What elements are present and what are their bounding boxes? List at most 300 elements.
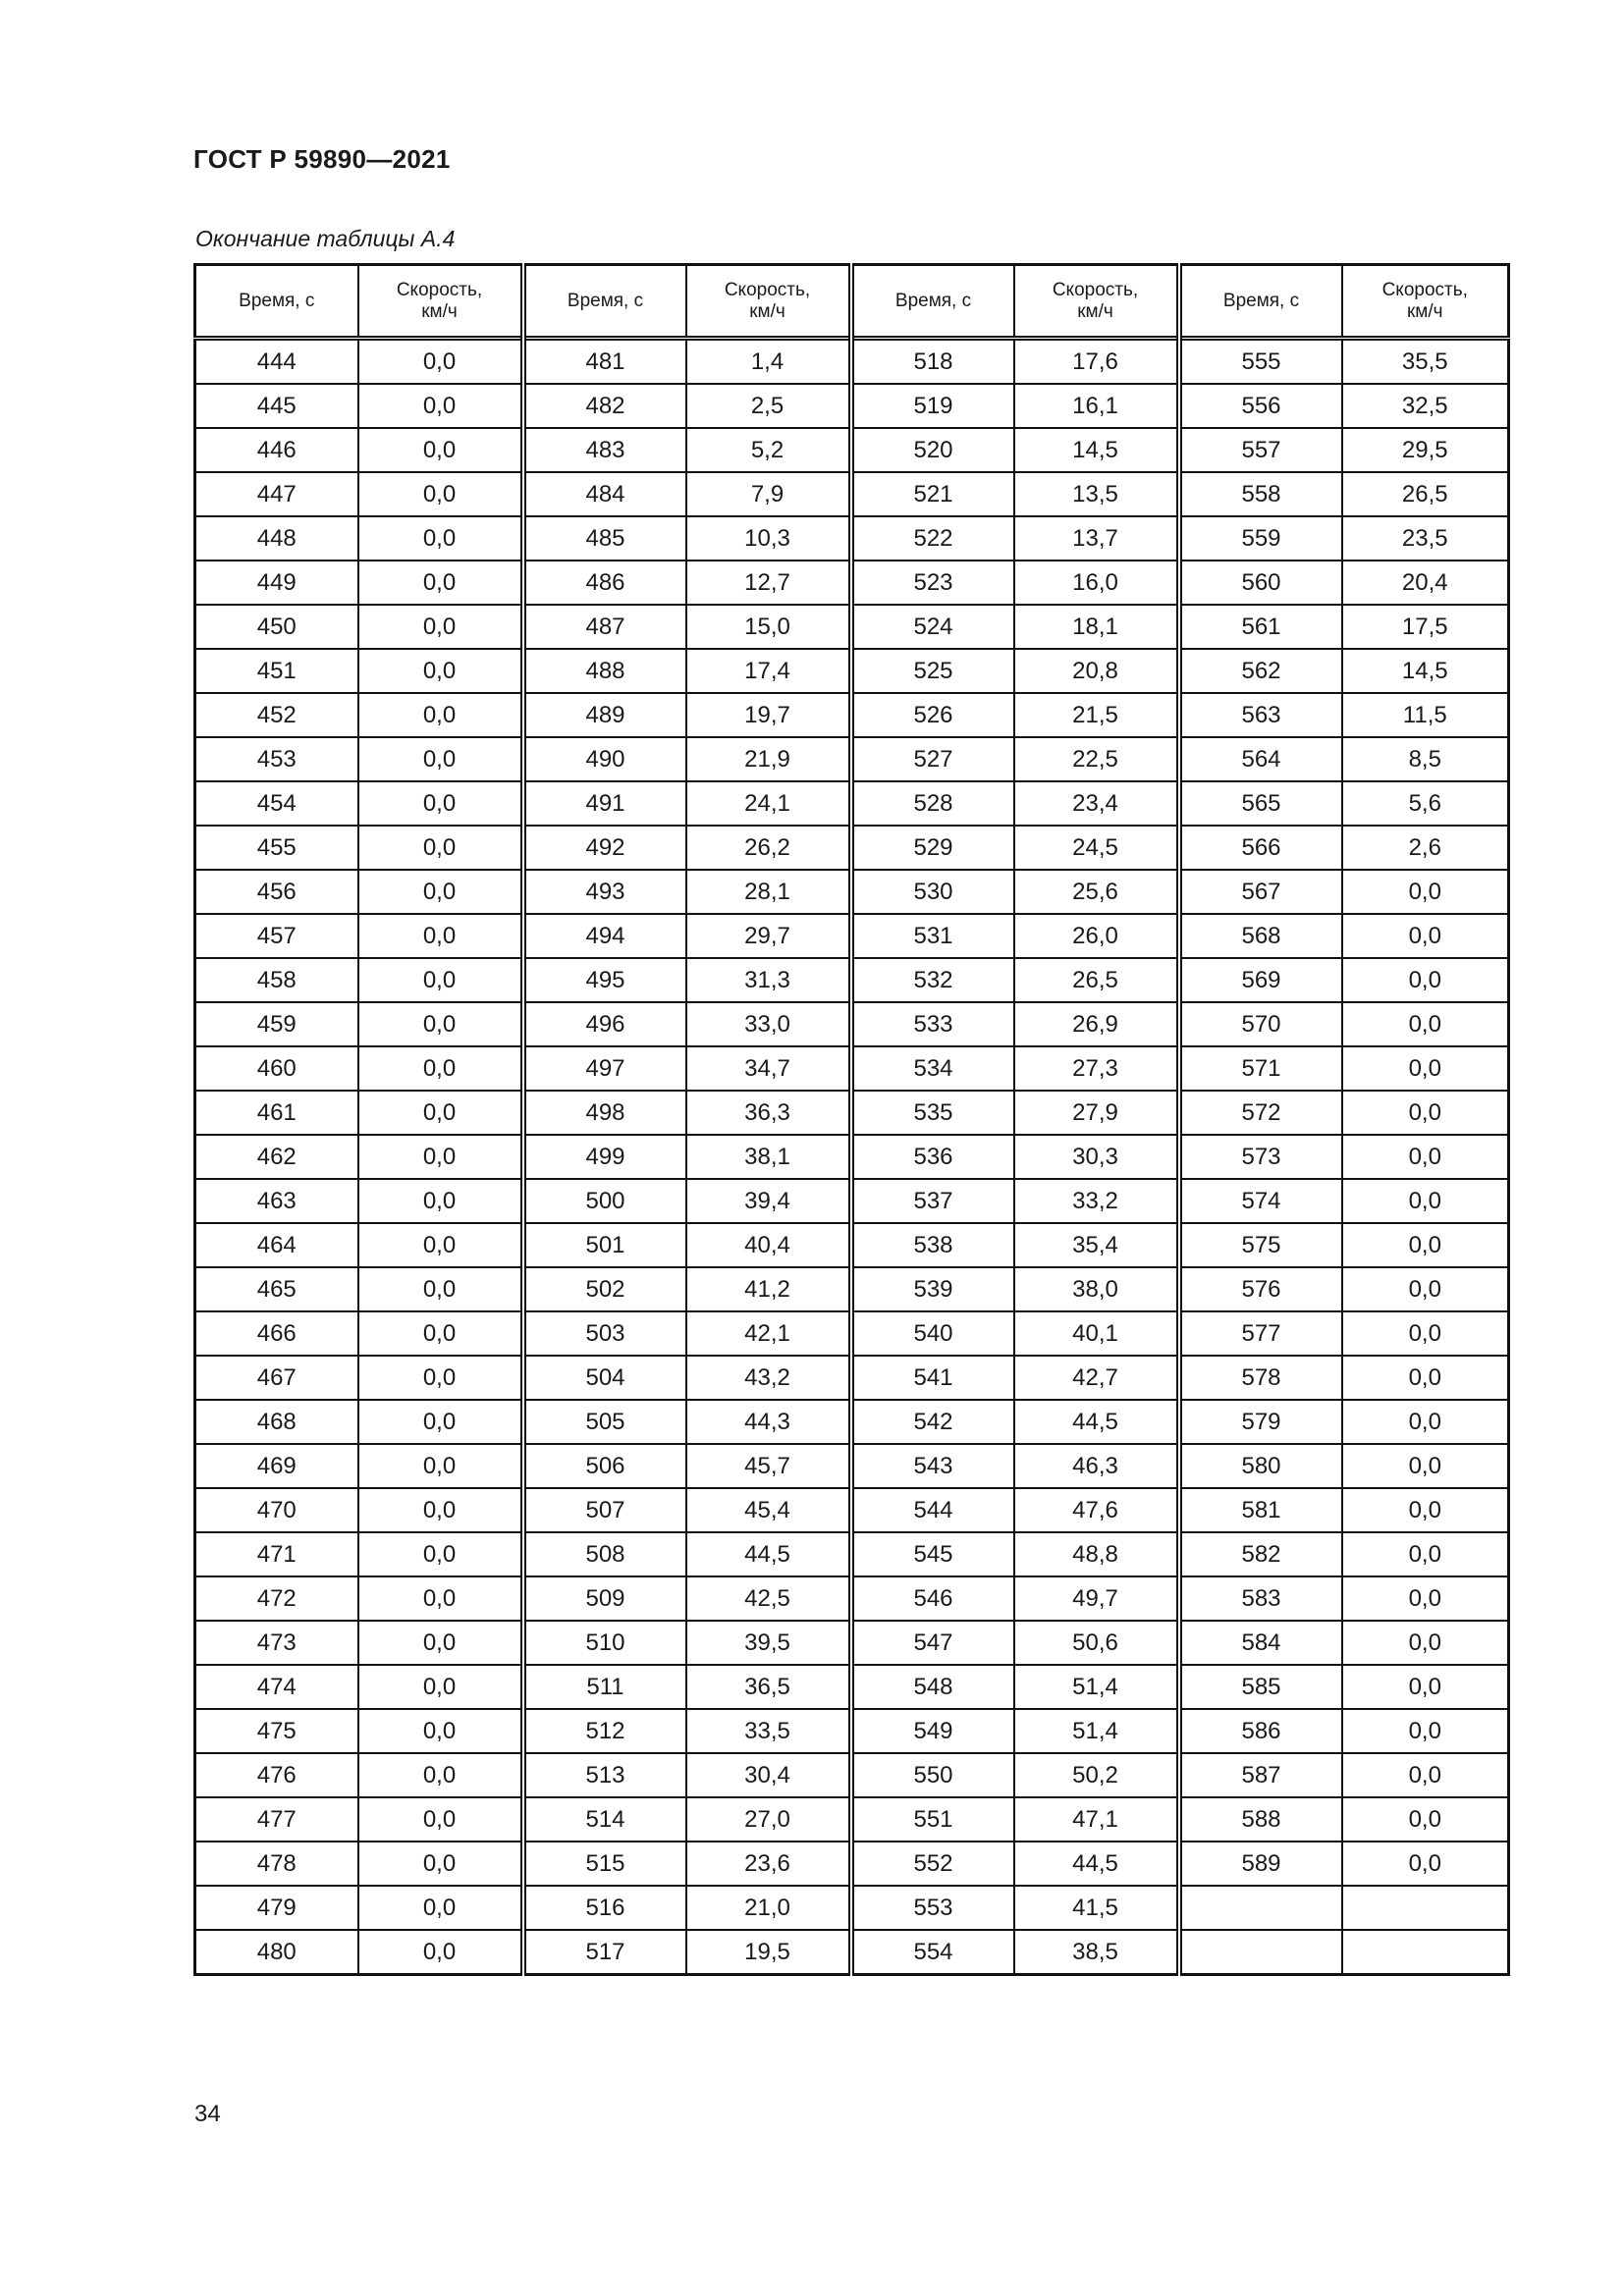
speed-cell: 0,0 bbox=[358, 693, 523, 737]
speed-cell: 21,5 bbox=[1014, 693, 1179, 737]
column-header-time: Время, с bbox=[523, 265, 686, 339]
speed-cell: 49,7 bbox=[1014, 1576, 1179, 1621]
speed-cell: 26,5 bbox=[1342, 472, 1509, 516]
speed-cell: 33,2 bbox=[1014, 1179, 1179, 1223]
time-cell: 500 bbox=[523, 1179, 686, 1223]
time-cell: 573 bbox=[1179, 1135, 1342, 1179]
time-cell: 546 bbox=[851, 1576, 1014, 1621]
table-row bbox=[195, 1444, 1509, 1488]
table-row bbox=[195, 1046, 1509, 1091]
speed-cell: 45,4 bbox=[686, 1488, 851, 1532]
table-row bbox=[195, 1797, 1509, 1842]
time-cell: 483 bbox=[523, 428, 686, 472]
time-cell: 491 bbox=[523, 781, 686, 826]
speed-cell: 17,6 bbox=[1014, 339, 1179, 385]
time-cell: 561 bbox=[1179, 605, 1342, 649]
speed-cell: 0,0 bbox=[1342, 1532, 1509, 1576]
time-cell: 448 bbox=[195, 516, 358, 561]
time-cell: 586 bbox=[1179, 1709, 1342, 1753]
speed-cell: 0,0 bbox=[358, 1753, 523, 1797]
speed-cell: 44,3 bbox=[686, 1400, 851, 1444]
speed-cell: 7,9 bbox=[686, 472, 851, 516]
speed-cell: 0,0 bbox=[358, 339, 523, 385]
document-title: ГОСТ Р 59890—2021 bbox=[193, 144, 451, 174]
speed-cell: 22,5 bbox=[1014, 737, 1179, 781]
table-row bbox=[195, 1842, 1509, 1886]
speed-cell: 27,9 bbox=[1014, 1091, 1179, 1135]
time-cell: 454 bbox=[195, 781, 358, 826]
speed-cell: 0,0 bbox=[358, 561, 523, 605]
speed-cell: 0,0 bbox=[358, 1002, 523, 1046]
speed-cell: 42,7 bbox=[1014, 1356, 1179, 1400]
speed-cell: 0,0 bbox=[1342, 1576, 1509, 1621]
time-cell: 564 bbox=[1179, 737, 1342, 781]
time-cell: 459 bbox=[195, 1002, 358, 1046]
speed-cell: 0,0 bbox=[358, 1267, 523, 1311]
time-cell: 474 bbox=[195, 1665, 358, 1709]
table-row bbox=[195, 1356, 1509, 1400]
time-cell: 585 bbox=[1179, 1665, 1342, 1709]
time-cell: 449 bbox=[195, 561, 358, 605]
time-cell: 574 bbox=[1179, 1179, 1342, 1223]
time-cell: 555 bbox=[1179, 339, 1342, 385]
time-cell: 539 bbox=[851, 1267, 1014, 1311]
time-cell: 515 bbox=[523, 1842, 686, 1886]
time-cell: 507 bbox=[523, 1488, 686, 1532]
time-cell: 560 bbox=[1179, 561, 1342, 605]
time-cell: 447 bbox=[195, 472, 358, 516]
time-cell: 501 bbox=[523, 1223, 686, 1267]
time-cell: 460 bbox=[195, 1046, 358, 1091]
speed-cell: 0,0 bbox=[1342, 958, 1509, 1002]
time-cell: 455 bbox=[195, 826, 358, 870]
time-cell: 473 bbox=[195, 1621, 358, 1665]
time-cell: 587 bbox=[1179, 1753, 1342, 1797]
speed-cell: 0,0 bbox=[1342, 914, 1509, 958]
time-cell: 572 bbox=[1179, 1091, 1342, 1135]
speed-cell: 0,0 bbox=[358, 870, 523, 914]
speed-cell: 31,3 bbox=[686, 958, 851, 1002]
speed-cell: 0,0 bbox=[1342, 1356, 1509, 1400]
speed-cell: 48,8 bbox=[1014, 1532, 1179, 1576]
column-header-speed: Скорость, км/ч bbox=[358, 265, 523, 339]
time-cell: 478 bbox=[195, 1842, 358, 1886]
speed-cell: 0,0 bbox=[358, 958, 523, 1002]
speed-cell: 18,1 bbox=[1014, 605, 1179, 649]
speed-cell: 38,1 bbox=[686, 1135, 851, 1179]
time-cell: 468 bbox=[195, 1400, 358, 1444]
speed-cell: 13,5 bbox=[1014, 472, 1179, 516]
table-row bbox=[195, 1223, 1509, 1267]
time-cell: 543 bbox=[851, 1444, 1014, 1488]
table-row bbox=[195, 1267, 1509, 1311]
speed-cell: 0,0 bbox=[358, 1488, 523, 1532]
speed-cell: 27,3 bbox=[1014, 1046, 1179, 1091]
speed-cell: 0,0 bbox=[358, 1179, 523, 1223]
speed-cell: 38,0 bbox=[1014, 1267, 1179, 1311]
time-cell: 524 bbox=[851, 605, 1014, 649]
time-cell: 527 bbox=[851, 737, 1014, 781]
speed-cell: 41,2 bbox=[686, 1267, 851, 1311]
speed-cell: 50,6 bbox=[1014, 1621, 1179, 1665]
speed-cell: 0,0 bbox=[358, 1797, 523, 1842]
time-cell: 516 bbox=[523, 1886, 686, 1930]
time-cell: 577 bbox=[1179, 1311, 1342, 1356]
table-header-row bbox=[195, 265, 1509, 339]
speed-cell: 38,5 bbox=[1014, 1930, 1179, 1975]
speed-cell: 0,0 bbox=[358, 1576, 523, 1621]
speed-cell: 19,7 bbox=[686, 693, 851, 737]
speed-cell: 0,0 bbox=[358, 737, 523, 781]
table-row bbox=[195, 781, 1509, 826]
time-cell bbox=[1179, 1930, 1342, 1975]
time-cell: 486 bbox=[523, 561, 686, 605]
speed-cell: 0,0 bbox=[1342, 1046, 1509, 1091]
table-row bbox=[195, 914, 1509, 958]
time-cell: 505 bbox=[523, 1400, 686, 1444]
time-cell: 570 bbox=[1179, 1002, 1342, 1046]
time-cell: 463 bbox=[195, 1179, 358, 1223]
time-cell: 492 bbox=[523, 826, 686, 870]
table-row bbox=[195, 1621, 1509, 1665]
speed-cell: 0,0 bbox=[358, 649, 523, 693]
speed-cell: 25,6 bbox=[1014, 870, 1179, 914]
time-cell: 553 bbox=[851, 1886, 1014, 1930]
speed-cell: 16,1 bbox=[1014, 384, 1179, 428]
time-cell: 444 bbox=[195, 339, 358, 385]
table-row bbox=[195, 1135, 1509, 1179]
time-cell: 521 bbox=[851, 472, 1014, 516]
time-cell: 547 bbox=[851, 1621, 1014, 1665]
speed-cell: 0,0 bbox=[1342, 1091, 1509, 1135]
speed-cell: 0,0 bbox=[1342, 1223, 1509, 1267]
speed-cell: 0,0 bbox=[358, 1842, 523, 1886]
time-cell: 529 bbox=[851, 826, 1014, 870]
speed-cell: 29,5 bbox=[1342, 428, 1509, 472]
time-cell: 532 bbox=[851, 958, 1014, 1002]
speed-cell: 26,2 bbox=[686, 826, 851, 870]
time-cell: 464 bbox=[195, 1223, 358, 1267]
time-cell: 549 bbox=[851, 1709, 1014, 1753]
time-cell: 530 bbox=[851, 870, 1014, 914]
time-cell: 495 bbox=[523, 958, 686, 1002]
time-cell: 450 bbox=[195, 605, 358, 649]
time-cell: 558 bbox=[1179, 472, 1342, 516]
time-cell: 563 bbox=[1179, 693, 1342, 737]
speed-cell: 0,0 bbox=[1342, 870, 1509, 914]
speed-cell: 0,0 bbox=[1342, 1842, 1509, 1886]
speed-cell: 0,0 bbox=[1342, 1709, 1509, 1753]
speed-cell: 0,0 bbox=[1342, 1621, 1509, 1665]
time-cell: 477 bbox=[195, 1797, 358, 1842]
time-cell: 499 bbox=[523, 1135, 686, 1179]
speed-cell: 40,4 bbox=[686, 1223, 851, 1267]
speed-cell: 0,0 bbox=[358, 516, 523, 561]
time-cell: 535 bbox=[851, 1091, 1014, 1135]
column-header-time: Время, с bbox=[851, 265, 1014, 339]
speed-cell: 16,0 bbox=[1014, 561, 1179, 605]
speed-cell: 30,3 bbox=[1014, 1135, 1179, 1179]
speed-cell: 29,7 bbox=[686, 914, 851, 958]
time-cell: 566 bbox=[1179, 826, 1342, 870]
time-cell: 579 bbox=[1179, 1400, 1342, 1444]
table-row bbox=[195, 958, 1509, 1002]
time-cell: 588 bbox=[1179, 1797, 1342, 1842]
speed-cell: 28,1 bbox=[686, 870, 851, 914]
table-row bbox=[195, 339, 1509, 385]
table-row bbox=[195, 1886, 1509, 1930]
time-cell: 554 bbox=[851, 1930, 1014, 1975]
table-row bbox=[195, 516, 1509, 561]
speed-cell: 0,0 bbox=[358, 472, 523, 516]
speed-cell: 0,0 bbox=[358, 1621, 523, 1665]
speed-cell: 30,4 bbox=[686, 1753, 851, 1797]
time-cell: 534 bbox=[851, 1046, 1014, 1091]
time-cell: 451 bbox=[195, 649, 358, 693]
time-cell: 461 bbox=[195, 1091, 358, 1135]
table-row bbox=[195, 605, 1509, 649]
speed-cell: 12,7 bbox=[686, 561, 851, 605]
speed-cell: 39,5 bbox=[686, 1621, 851, 1665]
speed-cell: 8,5 bbox=[1342, 737, 1509, 781]
table-row bbox=[195, 693, 1509, 737]
speed-cell: 1,4 bbox=[686, 339, 851, 385]
time-cell: 481 bbox=[523, 339, 686, 385]
speed-cell: 41,5 bbox=[1014, 1886, 1179, 1930]
time-cell: 510 bbox=[523, 1621, 686, 1665]
time-cell: 453 bbox=[195, 737, 358, 781]
speed-cell: 0,0 bbox=[358, 1135, 523, 1179]
speed-cell: 34,7 bbox=[686, 1046, 851, 1091]
speed-cell: 23,5 bbox=[1342, 516, 1509, 561]
speed-cell: 42,5 bbox=[686, 1576, 851, 1621]
time-cell: 571 bbox=[1179, 1046, 1342, 1091]
speed-cell: 47,6 bbox=[1014, 1488, 1179, 1532]
speed-cell: 14,5 bbox=[1342, 649, 1509, 693]
speed-cell: 0,0 bbox=[1342, 1753, 1509, 1797]
speed-cell: 5,2 bbox=[686, 428, 851, 472]
time-cell: 576 bbox=[1179, 1267, 1342, 1311]
page-number: 34 bbox=[194, 2101, 221, 2127]
speed-time-table bbox=[193, 263, 1510, 1976]
speed-cell: 47,1 bbox=[1014, 1797, 1179, 1842]
speed-cell: 0,0 bbox=[358, 1046, 523, 1091]
speed-cell: 0,0 bbox=[358, 384, 523, 428]
column-header-speed: Скорость, км/ч bbox=[686, 265, 851, 339]
time-cell: 485 bbox=[523, 516, 686, 561]
time-cell: 480 bbox=[195, 1930, 358, 1975]
time-cell: 506 bbox=[523, 1444, 686, 1488]
column-header-time: Время, с bbox=[195, 265, 358, 339]
speed-cell: 0,0 bbox=[358, 1091, 523, 1135]
speed-cell: 0,0 bbox=[1342, 1311, 1509, 1356]
speed-cell: 32,5 bbox=[1342, 384, 1509, 428]
table-row bbox=[195, 384, 1509, 428]
table-caption: Окончание таблицы А.4 bbox=[195, 226, 456, 251]
speed-cell: 36,3 bbox=[686, 1091, 851, 1135]
speed-cell: 24,1 bbox=[686, 781, 851, 826]
time-cell: 531 bbox=[851, 914, 1014, 958]
speed-cell: 0,0 bbox=[1342, 1267, 1509, 1311]
time-cell: 528 bbox=[851, 781, 1014, 826]
time-cell: 469 bbox=[195, 1444, 358, 1488]
time-cell: 536 bbox=[851, 1135, 1014, 1179]
speed-cell: 26,5 bbox=[1014, 958, 1179, 1002]
speed-cell: 0,0 bbox=[358, 914, 523, 958]
speed-cell: 0,0 bbox=[358, 1444, 523, 1488]
time-cell: 565 bbox=[1179, 781, 1342, 826]
time-cell: 522 bbox=[851, 516, 1014, 561]
time-cell: 494 bbox=[523, 914, 686, 958]
table-row bbox=[195, 1488, 1509, 1532]
time-cell: 557 bbox=[1179, 428, 1342, 472]
time-cell: 537 bbox=[851, 1179, 1014, 1223]
time-cell: 584 bbox=[1179, 1621, 1342, 1665]
time-cell: 523 bbox=[851, 561, 1014, 605]
time-cell: 583 bbox=[1179, 1576, 1342, 1621]
time-cell: 551 bbox=[851, 1797, 1014, 1842]
speed-cell: 11,5 bbox=[1342, 693, 1509, 737]
column-header-speed: Скорость, км/ч bbox=[1342, 265, 1509, 339]
time-cell: 498 bbox=[523, 1091, 686, 1135]
time-cell: 526 bbox=[851, 693, 1014, 737]
table-row bbox=[195, 737, 1509, 781]
speed-cell: 17,4 bbox=[686, 649, 851, 693]
speed-cell: 27,0 bbox=[686, 1797, 851, 1842]
speed-cell: 17,5 bbox=[1342, 605, 1509, 649]
speed-cell: 14,5 bbox=[1014, 428, 1179, 472]
speed-cell: 0,0 bbox=[1342, 1400, 1509, 1444]
time-cell: 497 bbox=[523, 1046, 686, 1091]
speed-cell: 0,0 bbox=[358, 428, 523, 472]
speed-cell: 15,0 bbox=[686, 605, 851, 649]
speed-cell: 26,9 bbox=[1014, 1002, 1179, 1046]
speed-cell: 0,0 bbox=[358, 1311, 523, 1356]
time-cell: 508 bbox=[523, 1532, 686, 1576]
speed-cell: 20,4 bbox=[1342, 561, 1509, 605]
speed-cell: 0,0 bbox=[1342, 1444, 1509, 1488]
time-cell: 575 bbox=[1179, 1223, 1342, 1267]
time-cell: 452 bbox=[195, 693, 358, 737]
speed-cell: 26,0 bbox=[1014, 914, 1179, 958]
table-row bbox=[195, 1665, 1509, 1709]
table-row bbox=[195, 1753, 1509, 1797]
speed-cell: 0,0 bbox=[358, 1886, 523, 1930]
time-cell: 556 bbox=[1179, 384, 1342, 428]
time-cell: 512 bbox=[523, 1709, 686, 1753]
time-cell: 496 bbox=[523, 1002, 686, 1046]
table-row bbox=[195, 1532, 1509, 1576]
time-cell: 568 bbox=[1179, 914, 1342, 958]
time-cell: 520 bbox=[851, 428, 1014, 472]
speed-cell: 33,5 bbox=[686, 1709, 851, 1753]
speed-cell: 0,0 bbox=[1342, 1488, 1509, 1532]
time-cell: 580 bbox=[1179, 1444, 1342, 1488]
time-cell: 582 bbox=[1179, 1532, 1342, 1576]
time-cell: 487 bbox=[523, 605, 686, 649]
time-cell: 445 bbox=[195, 384, 358, 428]
table-row bbox=[195, 1091, 1509, 1135]
time-cell: 472 bbox=[195, 1576, 358, 1621]
time-cell: 541 bbox=[851, 1356, 1014, 1400]
time-cell: 490 bbox=[523, 737, 686, 781]
speed-cell: 0,0 bbox=[1342, 1797, 1509, 1842]
time-cell: 545 bbox=[851, 1532, 1014, 1576]
speed-cell: 40,1 bbox=[1014, 1311, 1179, 1356]
speed-cell: 0,0 bbox=[358, 605, 523, 649]
speed-cell: 24,5 bbox=[1014, 826, 1179, 870]
time-cell: 578 bbox=[1179, 1356, 1342, 1400]
time-cell: 509 bbox=[523, 1576, 686, 1621]
speed-cell: 0,0 bbox=[358, 1532, 523, 1576]
time-cell: 456 bbox=[195, 870, 358, 914]
column-header-time: Время, с bbox=[1179, 265, 1342, 339]
speed-cell: 2,6 bbox=[1342, 826, 1509, 870]
time-cell: 544 bbox=[851, 1488, 1014, 1532]
table-row bbox=[195, 1179, 1509, 1223]
speed-cell: 10,3 bbox=[686, 516, 851, 561]
speed-cell: 0,0 bbox=[358, 781, 523, 826]
time-cell: 567 bbox=[1179, 870, 1342, 914]
speed-cell bbox=[1342, 1930, 1509, 1975]
time-cell: 467 bbox=[195, 1356, 358, 1400]
column-header-speed: Скорость, км/ч bbox=[1014, 265, 1179, 339]
speed-cell: 44,5 bbox=[686, 1532, 851, 1576]
table-row bbox=[195, 428, 1509, 472]
speed-cell: 42,1 bbox=[686, 1311, 851, 1356]
time-cell: 470 bbox=[195, 1488, 358, 1532]
time-cell: 488 bbox=[523, 649, 686, 693]
time-cell: 514 bbox=[523, 1797, 686, 1842]
table-row bbox=[195, 870, 1509, 914]
table-row bbox=[195, 561, 1509, 605]
time-cell: 518 bbox=[851, 339, 1014, 385]
time-cell: 519 bbox=[851, 384, 1014, 428]
time-cell: 504 bbox=[523, 1356, 686, 1400]
time-cell: 458 bbox=[195, 958, 358, 1002]
table-row bbox=[195, 649, 1509, 693]
speed-cell: 51,4 bbox=[1014, 1665, 1179, 1709]
speed-cell: 0,0 bbox=[358, 1709, 523, 1753]
speed-cell: 23,6 bbox=[686, 1842, 851, 1886]
time-cell: 552 bbox=[851, 1842, 1014, 1886]
time-cell: 511 bbox=[523, 1665, 686, 1709]
speed-cell: 0,0 bbox=[358, 1356, 523, 1400]
speed-cell: 46,3 bbox=[1014, 1444, 1179, 1488]
speed-cell: 51,4 bbox=[1014, 1709, 1179, 1753]
table-row bbox=[195, 826, 1509, 870]
time-cell bbox=[1179, 1886, 1342, 1930]
speed-cell: 45,7 bbox=[686, 1444, 851, 1488]
time-cell: 525 bbox=[851, 649, 1014, 693]
speed-cell: 0,0 bbox=[358, 826, 523, 870]
time-cell: 538 bbox=[851, 1223, 1014, 1267]
speed-cell: 44,5 bbox=[1014, 1842, 1179, 1886]
time-cell: 466 bbox=[195, 1311, 358, 1356]
speed-cell: 35,4 bbox=[1014, 1223, 1179, 1267]
speed-cell bbox=[1342, 1886, 1509, 1930]
time-cell: 484 bbox=[523, 472, 686, 516]
table-row bbox=[195, 1709, 1509, 1753]
time-cell: 548 bbox=[851, 1665, 1014, 1709]
speed-cell: 23,4 bbox=[1014, 781, 1179, 826]
speed-cell: 5,6 bbox=[1342, 781, 1509, 826]
time-cell: 589 bbox=[1179, 1842, 1342, 1886]
time-cell: 493 bbox=[523, 870, 686, 914]
table-row bbox=[195, 472, 1509, 516]
speed-cell: 21,0 bbox=[686, 1886, 851, 1930]
time-cell: 581 bbox=[1179, 1488, 1342, 1532]
